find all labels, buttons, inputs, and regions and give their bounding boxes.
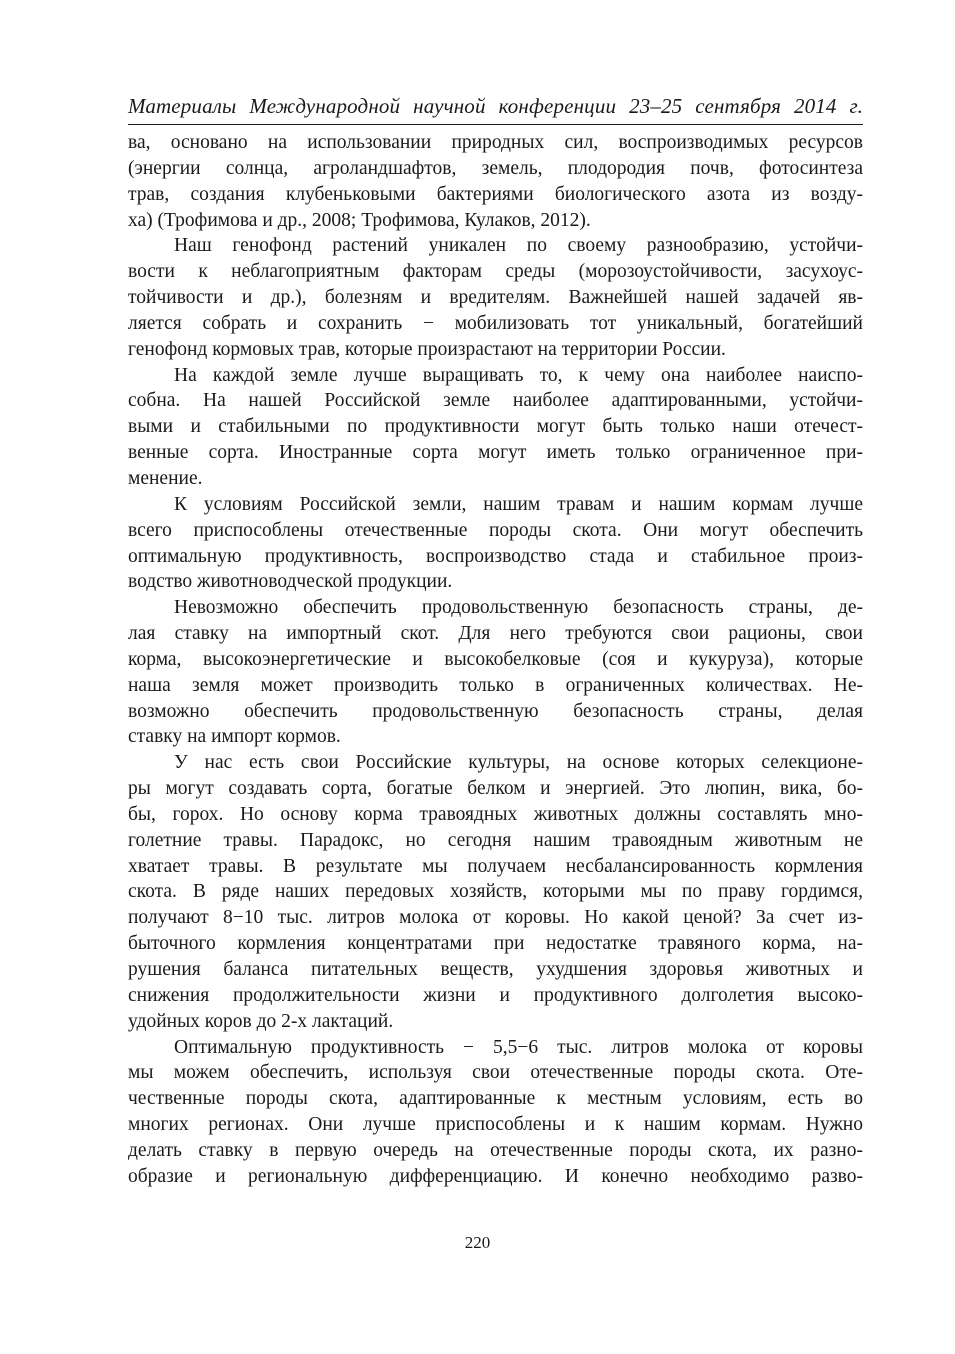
- text-line: ха) (Трофимова и др., 2008; Трофимова, Кулаков, 2012).: [128, 209, 591, 231]
- text-line: трав, создания клубеньковыми бактериями биологического азота из возду-: [128, 183, 863, 205]
- text-line: оптимальную продуктивность, воспроизводство стада и стабильное произ-: [128, 545, 863, 567]
- text-line: Невозможно обеспечить продовольственную безопасность страны, де-: [174, 597, 863, 619]
- text-line: лая ставку на импортный скот. Для него требуются свои рационы, свои: [128, 623, 863, 645]
- text-line: всего приспособлены отечественные породы скота. Они могут обеспечить: [128, 519, 863, 541]
- text-line: многих регионах. Они лучше приспособлены и к нашим кормам. Нужно: [128, 1114, 863, 1136]
- header-rule: [128, 124, 863, 125]
- text-line: корма, высокоэнергетические и высокобелковые (соя и кукуруза), которые: [128, 648, 863, 670]
- text-line: делать ставку в первую очередь на отечественные породы скота, их разно-: [128, 1139, 863, 1161]
- page-number: 220: [464, 1233, 491, 1252]
- text-line: чественные породы скота, адаптированные к местным условиям, есть во: [128, 1088, 863, 1110]
- text-line: собна. На нашей Российской земле наиболее адаптированными, устойчи-: [128, 390, 863, 412]
- text-line: водство животноводческой продукции.: [128, 571, 453, 593]
- text-line: выми и стабильными по продуктивности могут быть только наши отечест-: [128, 416, 863, 438]
- text-line: генофонд кормовых трав, которые произрастают на территории России.: [128, 338, 726, 360]
- text-line: мы можем обеспечить, используя свои отечественные породы скота. Оте-: [128, 1062, 863, 1084]
- text-line: (энергии солнца, агроландшафтов, земель, плодородия почв, фотосинтеза: [128, 157, 863, 179]
- text-line: хватает травы. В результате мы получаем несбалансированность кормления: [128, 855, 863, 877]
- text-line: ва, основано на использовании природных сил, воспроизводимых ресурсов: [128, 132, 863, 153]
- text-line: рушения баланса питательных веществ, ухудшения здоровья животных и: [128, 959, 863, 980]
- text-line: наша земля может производить только в ограниченных количествах. Не-: [128, 674, 863, 696]
- body-text: [128, 130, 863, 1190]
- text-line: снижения продолжительности жизни и продуктивного долголетия высоко-: [128, 984, 863, 1006]
- text-line: голетние травы. Парадокс, но сегодня нашим травоядным животным не: [128, 829, 863, 851]
- text-line: венные сорта. Иностранные сорта могут иметь только ограниченное при-: [128, 442, 863, 464]
- text-line: скота. В ряде наших передовых хозяйств, которыми мы по праву гордимся,: [128, 881, 863, 903]
- text-line: ляется собрать и сохранить − мобилизовать тот уникальный, богатейший: [128, 312, 863, 334]
- text-line: быточного кормления концентратами при недостатке травяного корма, на-: [128, 933, 863, 955]
- text-line: На каждой земле лучше выращивать то, к чему она наиболее наиспо-: [174, 364, 863, 386]
- text-line: получают 8−10 тыс. литров молока от коровы. Но какой ценой? За счет из-: [128, 907, 863, 929]
- text-line: образие и региональную дифференциацию. И конечно необходимо разво-: [128, 1165, 863, 1187]
- text-line: Наш генофонд растений уникален по своему разнообразию, устойчи-: [174, 235, 863, 257]
- text-line: удойных коров до 2-х лактаций.: [128, 1010, 394, 1032]
- text-line: ры могут создавать сорта, богатые белком и энергией. Это люпин, вика, бо-: [128, 778, 863, 800]
- text-line: возможно обеспечить продовольственную безопасность страны, делая: [128, 700, 863, 722]
- text-line: У нас есть свои Российские культуры, на основе которых селекционе-: [174, 752, 863, 774]
- text-line: бы, горох. Но основу корма травоядных животных должны составлять мно-: [128, 803, 863, 825]
- text-line: Оптимальную продуктивность − 5,5−6 тыс. литров молока от коровы: [174, 1036, 863, 1058]
- text-line: К условиям Российской земли, нашим травам и нашим кормам лучше: [174, 493, 863, 515]
- text-line: ставку на импорт кормов.: [128, 726, 341, 748]
- text-line: вости к неблагоприятным факторам среды (морозоустойчивости, засухоус-: [128, 261, 863, 283]
- running-header: Материалы Международной научной конференции 23–25 сентября 2014 г.: [128, 94, 863, 118]
- text-line: тойчивости и др.), болезням и вредителям. Важнейшей нашей задачей яв-: [128, 287, 863, 309]
- text-line: менение.: [128, 467, 203, 489]
